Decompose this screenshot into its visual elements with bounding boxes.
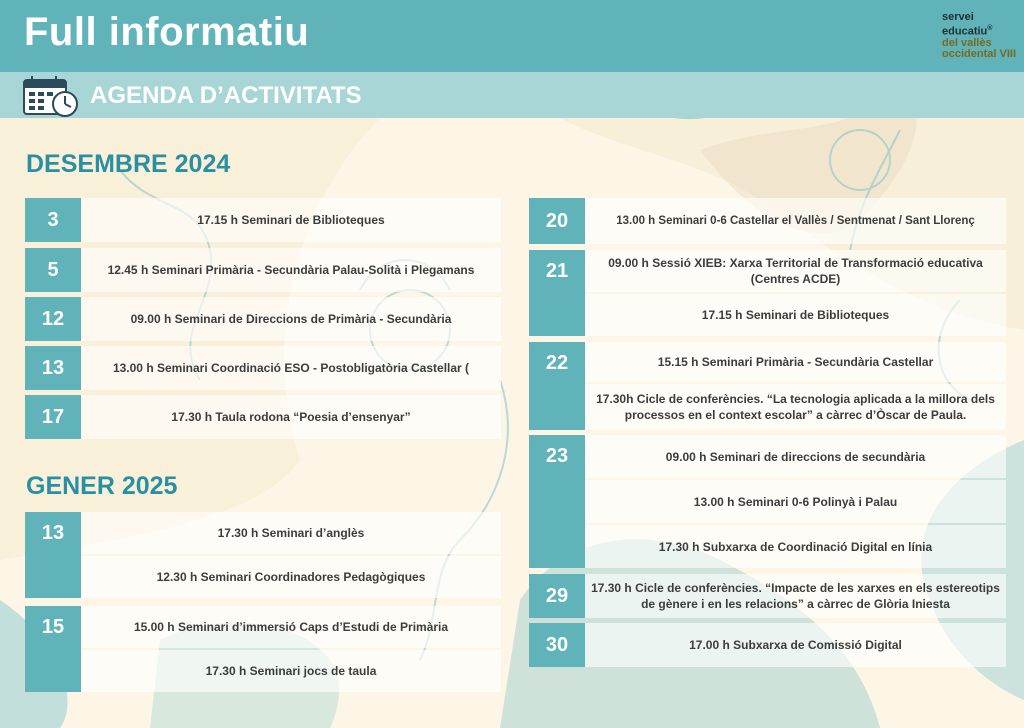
agenda-day-row — [25, 512, 501, 598]
day-number-badge: 5 — [25, 248, 81, 292]
logo-line-1: servei — [942, 11, 974, 23]
day-number-badge: 29 — [529, 574, 585, 618]
agenda-entry: 13.00 h Seminari 0-6 Castellar el Vallès / Sentmenat / Sant Llorenç — [585, 198, 1006, 244]
month-title-january: GENER 2025 — [26, 472, 178, 500]
day-number-badge: 17 — [25, 395, 81, 439]
agenda-entry: 17.30 h Cicle de conferències. “Impacte de les xarxes en els estereotips de gènere i en les relacions” a càrrec de Glòria Iniesta — [585, 574, 1006, 618]
agenda-entry: 17.30 h Seminari d’anglès — [81, 512, 501, 554]
agenda-entry: 09.00 h Seminari de direccions de secundària — [585, 435, 1006, 478]
agenda-entry: 09.00 h Sessió XIEB: Xarxa Territorial de Transformació educativa (Centres ACDE) — [585, 250, 1006, 292]
day-number-badge: 12 — [25, 297, 81, 341]
day-number-badge: 30 — [529, 623, 585, 667]
agenda-entry: 17.15 h Seminari de Biblioteques — [585, 294, 1006, 336]
agenda-bar — [0, 72, 1024, 118]
calendar-clock-icon — [22, 74, 80, 118]
header-banner — [0, 0, 1024, 72]
day-number-badge: 15 — [25, 606, 81, 692]
agenda-title: AGENDA D’ACTIVITATS — [90, 82, 362, 109]
logo-line-4: occidental VIII — [942, 47, 1016, 60]
agenda-day-row — [25, 395, 501, 439]
agenda-day-row — [25, 248, 501, 292]
page-title: Full informatiu — [24, 10, 310, 54]
agenda-entry: 15.00 h Seminari d’immersió Caps d’Estudi de Primària — [81, 606, 501, 648]
day-number-badge: 13 — [25, 512, 81, 598]
agenda-entry: 17.00 h Subxarxa de Comissió Digital — [585, 623, 1006, 667]
agenda-day-row — [25, 198, 501, 242]
agenda-day-row — [529, 574, 1006, 618]
month-title-december: DESEMBRE 2024 — [26, 150, 231, 178]
organization-logo — [942, 12, 1016, 60]
day-number-badge: 13 — [25, 346, 81, 390]
agenda-day-row — [529, 198, 1006, 244]
agenda-entry: 17.15 h Seminari de Biblioteques — [81, 198, 501, 242]
agenda-day-row — [529, 250, 1006, 336]
day-number-badge: 21 — [529, 250, 585, 336]
logo-line-3: del vallès — [942, 36, 992, 49]
agenda-entry: 17.30 h Taula rodona “Poesia d’ensenyar” — [81, 395, 501, 439]
agenda-day-row — [25, 606, 501, 692]
agenda-entry: 13.00 h Seminari Coordinació ESO - Postobligatòria Castellar ( — [81, 346, 501, 390]
day-number-badge: 23 — [529, 435, 585, 568]
agenda-entry: 17.30 h Subxarxa de Coordinació Digital en línia — [585, 525, 1006, 568]
agenda-day-row — [25, 297, 501, 341]
agenda-entry: 12.45 h Seminari Primària - Secundària Palau-Solità i Plegamans — [81, 248, 501, 292]
agenda-entry: 17.30h Cicle de conferències. “La tecnologia aplicada a la millora dels processos en el context escolar” a càrrec d’Òscar de Paula. — [585, 384, 1006, 430]
agenda-day-row — [529, 435, 1006, 568]
agenda-entry: 13.00 h Seminari 0-6 Polinyà i Palau — [585, 480, 1006, 523]
agenda-day-row — [529, 342, 1006, 430]
agenda-day-row — [529, 623, 1006, 667]
day-number-badge: 22 — [529, 342, 585, 430]
agenda-entry: 12.30 h Seminari Coordinadores Pedagògiques — [81, 556, 501, 598]
agenda-day-row — [25, 346, 501, 390]
agenda-entry: 17.30 h Seminari jocs de taula — [81, 650, 501, 692]
day-number-badge: 20 — [529, 198, 585, 244]
day-number-badge: 3 — [25, 198, 81, 242]
logo-line-2: educatiu® — [942, 25, 993, 38]
agenda-entry: 15.15 h Seminari Primària - Secundària Castellar — [585, 342, 1006, 382]
agenda-entry: 09.00 h Seminari de Direccions de Primària - Secundària — [81, 297, 501, 341]
